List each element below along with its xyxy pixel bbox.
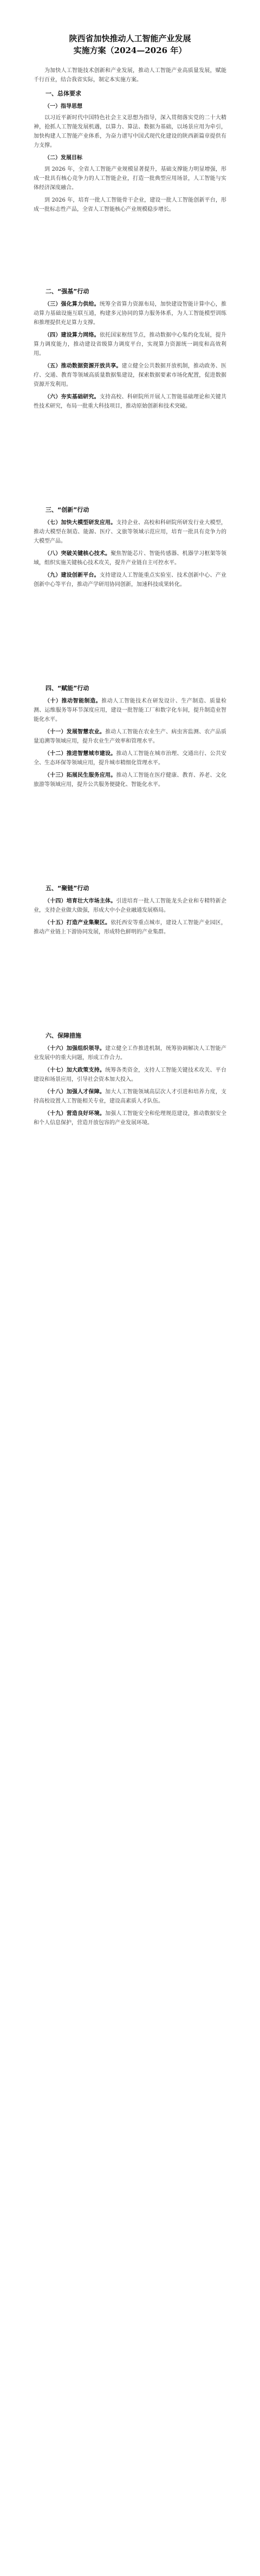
section1-heading: 一、总体要求 <box>46 90 81 97</box>
section3-item-text: 支持建设人工智能重点实验室、技术创新中心、产业创新中心等平台，推动产学研用协同创新，加速科技成果转化。 <box>34 572 226 588</box>
section3-item <box>34 549 226 568</box>
section4-item-lead: （十）推动智能制造。 <box>44 698 102 704</box>
section2-item-text: 统筹全省算力资源布局，加快建设智能计算中心，推动算力基础设施互联互通，构建多元协同的算力服务体系，为人工智能模型训练和推理提供充足算力支撑。 <box>34 301 226 326</box>
section6-heading: 六、保障措施 <box>46 1032 81 1039</box>
section4-item-text: 推动人工智能技术在研发设计、生产制造、质量检测、运维服务等环节深度应用，建设一批智能工厂和数字化车间，提升制造业智能化水平。 <box>34 698 227 723</box>
section5-item <box>34 918 226 937</box>
section4-item-text: 推动人工智能在农业生产、病虫害监测、农产品质量追溯等领域应用，提升农业生产效率和管理水平。 <box>34 729 226 744</box>
section2-item-text: 支持高校、科研院所开展人工智能基础理论和关键共性技术研究，布局一批重大科技项目，推动原始创新和技术突破。 <box>34 394 226 409</box>
section2-item-text: 建立健全公共数据开放机制，推动政务、医疗、交通、教育等领域高质量数据集建设，探索数据要素市场化配置，促进数据资源开发利用。 <box>34 363 226 388</box>
spacer <box>34 593 226 679</box>
section1-target-text-1: 到 2026 年，全省人工智能产业规模显著提升，基础支撑能力明显增强，形成一批具有核心竞争力的人工智能企业，打造一批典型应用场景，人工智能与实体经济深度融合。 <box>34 166 226 191</box>
section6-item-text: 加大人工智能领域高层次人才引进和培养力度，支持高校设置人工智能相关专业，建设高素质人才队伍。 <box>34 1089 226 1104</box>
section1-target-heading: （二）发展目标 <box>44 155 82 161</box>
section2-item-lead: （四）建设算力网络。 <box>44 332 100 338</box>
section4-item <box>34 727 226 746</box>
section5-heading: 五、“聚链”行动 <box>46 885 89 892</box>
section3-item-lead: （七）加快大模型研发应用。 <box>44 520 116 526</box>
spacer <box>34 940 226 1027</box>
section2-item-lead: （五）推动数据资源开放共享。 <box>44 363 122 369</box>
section5-item-text: 引进培育一批人工智能龙头企业和专精特新企业，支持企业做大做强，形成大中小企业融通发展格局。 <box>34 898 226 913</box>
section3-item-text: 支持企业、高校和科研院所研发行业大模型，推动大模型在制造、能源、医疗、文旅等领域示范应用，培育一批具有竞争力的大模型产品。 <box>34 520 226 544</box>
section5-item-lead: （十四）培育壮大市场主体。 <box>44 898 116 904</box>
section4-item-text: 推动人工智能在城市治理、交通出行、公共安全、生态环保等领域应用，提升城市精细化管理水平。 <box>34 751 226 766</box>
document-title: 陕西省加快推动人工智能产业发展 <box>69 34 191 43</box>
section2-item-lead: （六）夯实基础研究。 <box>44 394 100 400</box>
section3-item-text: 聚焦智能芯片、智能传感器、机器学习框架等领域，组织实施关键核心技术攻关，提升产业链自主可控水平。 <box>34 551 226 566</box>
section6-item-lead: （十八）加强人才保障。 <box>44 1089 106 1095</box>
section1-guiding-text: 以习近平新时代中国特色社会主义思想为指导，深入贯彻落实党的二十大精神，抢抓人工智能发展机遇，以算力、算法、数据为基础，以场景应用为牵引，加快构建人工智能产业体系，为奋力谱写中国式现代化建设的陕西新篇章提供有力支撑。 <box>34 115 226 149</box>
section2-item <box>34 331 226 358</box>
section3-item-lead: （九）建设创新平台。 <box>44 572 100 578</box>
section2-item-lead: （三）强化算力供给。 <box>44 301 100 307</box>
spacer <box>34 793 226 879</box>
section5-item-lead: （十五）打造产业集聚区。 <box>44 920 111 926</box>
section6-item-lead: （十九）营造良好环境。 <box>44 1111 106 1117</box>
section6-item <box>34 1109 226 1128</box>
section4-item <box>34 749 226 768</box>
section2-heading: 二、“强基”行动 <box>46 288 89 295</box>
section1-guiding-heading: （一）指导思想 <box>44 104 82 110</box>
section4-item-lead: （十三）拓展民生服务应用。 <box>44 772 116 778</box>
document-subtitle: 实施方案（2024—2026 年） <box>73 46 187 55</box>
section4-item-text: 推动人工智能在医疗健康、教育、养老、文化旅游等领域应用，提升公共服务便捷化、智能化水平。 <box>34 772 226 788</box>
section2-item <box>34 300 226 327</box>
section5-item-text: 依托西安等重点城市，建设人工智能产业园区，推动产业链上下游协同发展，形成特色鲜明的产业集群。 <box>34 920 226 935</box>
section4-heading: 四、“赋能”行动 <box>46 685 89 692</box>
section6-item-text: 统筹各类资金，支持人工智能关键技术攻关、平台建设和场景应用，引导社会资本加大投入。 <box>34 1067 226 1083</box>
intro-paragraph: 为加快人工智能技术创新和产业发展，推动人工智能产业高质量发展，赋能千行百业，结合我省实际，制定本实施方案。 <box>34 68 226 83</box>
section6-item <box>34 1066 226 1084</box>
section1-target-text-2: 到 2026 年，培育一批人工智能骨干企业，建设一批人工智能创新平台，形成一批标志性产品，全省人工智能核心产业规模稳步增长。 <box>34 197 226 212</box>
section2-item <box>34 362 226 389</box>
section6-item-lead: （十六）加强组织领导。 <box>44 1046 106 1052</box>
section3-heading: 三、“创新”行动 <box>46 506 89 513</box>
section4-item-lead: （十二）推进智慧城市建设。 <box>44 751 116 757</box>
section3-item <box>34 518 226 546</box>
spacer <box>34 414 226 501</box>
section6-item <box>34 1087 226 1106</box>
section6-item-text: 加强人工智能安全和伦理规范建设，推动数据安全和个人信息保护，营造开放包容的产业发展环境。 <box>34 1111 226 1126</box>
section4-item-lead: （十一）发展智慧农业。 <box>44 729 106 735</box>
section6-item-text: 建立健全工作推进机制，统筹协调解决人工智能产业发展中的重大问题，形成工作合力。 <box>34 1046 226 1061</box>
section5-item <box>34 897 226 915</box>
spacer <box>34 217 226 282</box>
section6-item <box>34 1044 226 1062</box>
section3-item <box>34 571 226 589</box>
section6-item-lead: （十七）加大政策支持。 <box>44 1067 106 1073</box>
section2-item <box>34 392 226 411</box>
section4-item <box>34 771 226 789</box>
section4-item <box>34 697 226 724</box>
section3-item-lead: （八）突破关键核心技术。 <box>44 551 111 557</box>
section2-item-text: 依托国家枢纽节点，推动数据中心集约化发展，提升算力调度能力，推动建设省级算力调度平台，实现算力资源统一调度和高效利用。 <box>34 332 226 357</box>
